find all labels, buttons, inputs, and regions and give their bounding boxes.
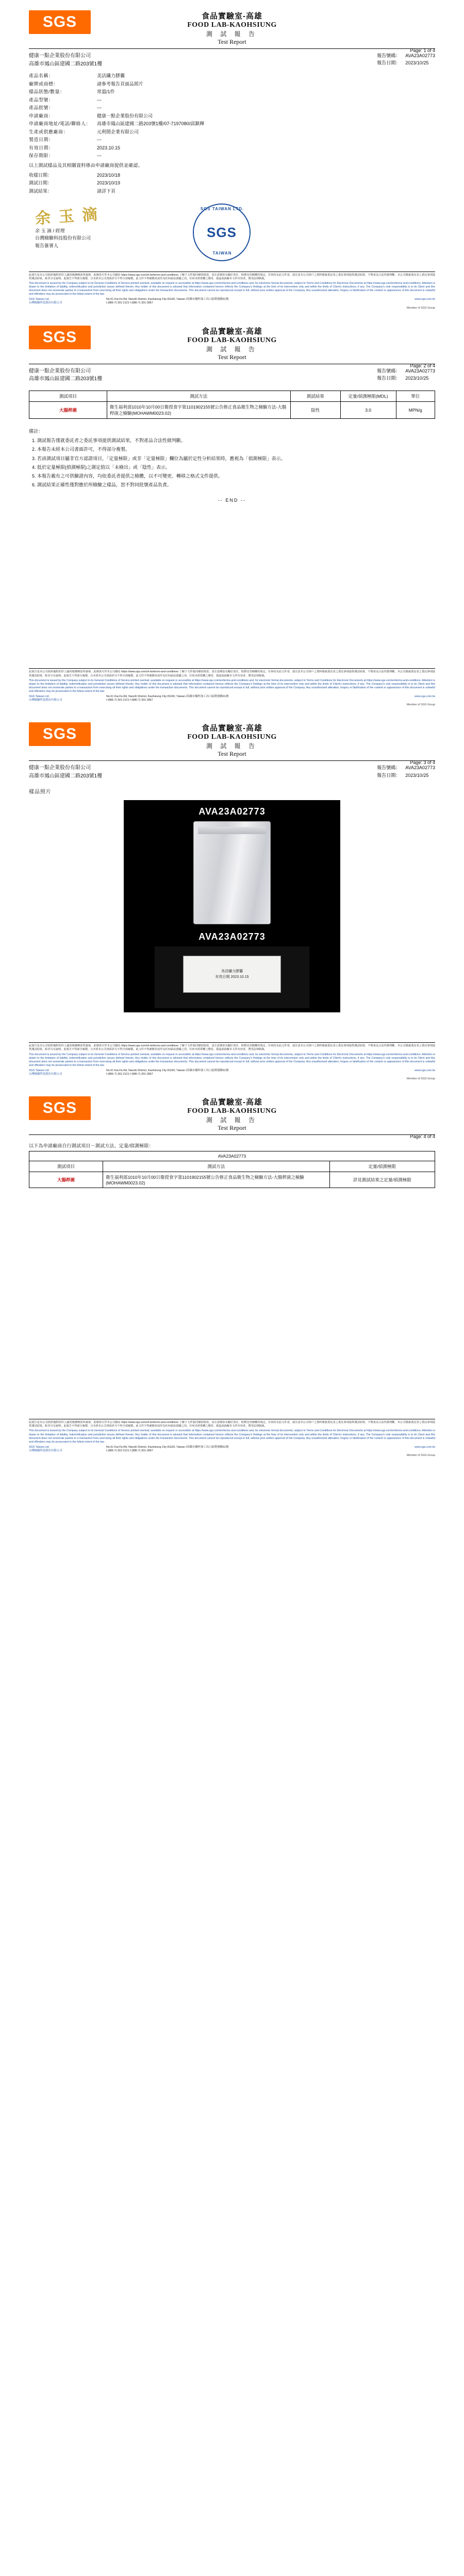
lab-name-en: FOOD LAB-KAOHSIUNG	[187, 733, 277, 741]
date-row	[29, 188, 120, 196]
cell-method: 衛生福利部1010年10月00日衛授食字第1101902155號公告修正食品微生物之檢驗方法-大腸桿菌之檢驗(MOHAWM0023.02)	[107, 401, 290, 418]
field-label: 產品型號：	[29, 97, 54, 103]
field-label: 保存期限：	[29, 153, 54, 158]
report-date-label: 報告日期：	[377, 60, 401, 66]
footer-member: Member of SGS Group	[406, 306, 435, 310]
footer-address-line2: t (886-7) 301-2121 f (886-7) 301-2867	[106, 301, 153, 305]
sample-photo-title: 樣品照片	[29, 789, 52, 795]
field-value: ---	[97, 105, 102, 110]
report-page-1	[0, 0, 464, 315]
table-row	[29, 1172, 435, 1188]
footer-member: Member of SGS Group	[406, 1454, 435, 1458]
page-number: Page: 3 of 4	[410, 760, 435, 766]
col-header-limit: 定量/偵測極限(MDL)	[340, 391, 396, 401]
lab-name-cn: 食品實驗室-高雄	[202, 1098, 262, 1107]
remark-item: 4. 低於定量極限(偵測極限)之測定值以「未檢出」或「陰性」表示。	[37, 463, 435, 471]
footer-address-lines	[106, 298, 389, 306]
footer-address-line2: t (886-7) 301-2121 f (886-7) 301-2867	[106, 698, 153, 702]
product-label	[183, 956, 281, 993]
p4-header-row	[29, 1161, 435, 1172]
field-label: 廠牌或商標：	[29, 81, 59, 87]
footer-cn-terms: 此報告是本公司依照後附的印上議用服務條款所簽發，此條款可至本公司網站 https://www.sgs.com/zh-tw/terms-and-conditions 了解子文件版同條款格款，並注意條款有關於責任、賠償及管轄權的規定。任何持有此文件者，請注意本公司客戶之資料僅就委託者之委託事項提供測試結果，不對產品合法性做判斷。本公司僅就委託者之委託事項提供測試結果，除非另有說明。此報告不得部分複製，且未經本公司書面許可不得全部複製。此文件不得被變更或作為任何訴訟證據之用。任何未經授權之變更、偽造或曲解本文件內容者，將受法律制裁。	[29, 1421, 435, 1428]
cell-method: 衛生福利部1010年10月00日衛授食字第1101902155號公告修正食品微生物之檢驗方法-大腸桿菌之檢驗(MOHAWM0023.02)	[103, 1172, 329, 1188]
date-label: 測試結果：	[29, 188, 53, 194]
field-label: 產品名稱：	[29, 73, 54, 78]
client-block	[29, 52, 102, 68]
report-title-cn: 測 試 報 告	[206, 345, 258, 353]
cell-result: 陰性	[290, 401, 340, 418]
self-test-table	[29, 1151, 435, 1188]
report-number-label: 報告號碼：	[377, 765, 401, 771]
client-name: 健康一點企業股份有限公司	[29, 53, 91, 59]
lab-name-en: FOOD LAB-KAOHSIUNG	[187, 21, 277, 29]
client-name: 健康一點企業股份有限公司	[29, 368, 91, 374]
photo-caption-bottom: AVA23A02773	[128, 929, 336, 946]
date-row	[29, 179, 120, 188]
footer-address-line1: No.61 Kai-Fa Rd, Nanzih District, Kaohsiung City 81160, Taiwan /高雄市楠梓加工出口區開發路61號	[106, 298, 229, 301]
col-header-item: 測試項目	[29, 391, 107, 401]
footer-address-line2: t (886-7) 301-2121 f (886-7) 301-2867	[106, 1072, 153, 1076]
footer-company-en: SGS Taiwan Ltd.	[29, 694, 50, 698]
date-value: 請詳下頁	[97, 188, 116, 194]
client-block	[29, 764, 102, 780]
remarks-title: 備註：	[29, 428, 43, 434]
field-row	[29, 88, 435, 96]
footer-company-en: SGS Taiwan Ltd.	[29, 298, 50, 301]
field-value: 元利閎企業有限公司	[97, 129, 139, 134]
lab-name-en: FOOD LAB-KAOHSIUNG	[187, 1107, 277, 1115]
page-footer	[29, 1419, 435, 1458]
lab-name-en: FOOD LAB-KAOHSIUNG	[187, 336, 277, 344]
col-header-method: 測試方法	[103, 1161, 329, 1172]
client-and-meta	[29, 367, 435, 383]
page-header	[29, 325, 435, 368]
cell-item: 大腸桿菌	[29, 401, 107, 418]
field-row	[29, 80, 435, 89]
report-meta	[372, 367, 435, 382]
report-number-value: AVA23A02773	[405, 53, 435, 58]
footer-address-line2: t (886-7) 301-2121 f (886-7) 301-2867	[106, 1449, 153, 1452]
lab-name-cn: 食品實驗室-高雄	[202, 12, 262, 21]
footer-website[interactable]: www.sgs.com.tw	[415, 298, 435, 301]
footer-cn-terms: 此報告是本公司依照後附的印上議用服務條款所簽發，此條款可至本公司網站 https://www.sgs.com/zh-tw/terms-and-conditions 了解子文件版同條款格款，並注意條款有關於責任、賠償及管轄權的規定。任何持有此文件者，請注意本公司客戶之資料僅就委託者之委託事項提供測試結果，不對產品合法性做判斷。本公司僅就委託者之委託事項提供測試結果，除非另有說明。此報告不得部分複製，且未經本公司書面許可不得全部複製。此文件不得被變更或作為任何訴訟證據之用。任何未經授權之變更、偽造或曲解本文件內容者，將受法律制裁。	[29, 670, 435, 677]
date-label: 收樣日期：	[29, 172, 53, 178]
product-label-line2: 有效日期 2023.10.15	[215, 975, 249, 979]
signature-handwriting: 余 玉 滴	[35, 206, 101, 228]
page-header	[29, 721, 435, 766]
field-row	[29, 128, 435, 137]
report-date-value: 2023/10/25	[405, 60, 429, 66]
field-value: 美活纖力膠囊	[97, 73, 125, 78]
col-header-limit: 定量/偵測極限	[329, 1161, 435, 1172]
footer-address-line1: No.61 Kai-Fa Rd, Nanzih District, Kaohsiung City 81160, Taiwan /高雄市楠梓加工出口區開發路61號	[106, 1069, 229, 1072]
footer-address-line1: No.61 Kai-Fa Rd, Nanzih District, Kaohsiung City 81160, Taiwan /高雄市楠梓加工出口區開發路61號	[106, 1445, 229, 1449]
col-header-unit: 單位	[396, 391, 435, 401]
footer-en-terms: This document is issued by the Company subject to its General Conditions of Service printed overleaf, available on request or accessible at https://www.sgs.com/en/terms-and-conditions and, for electronic format documents, subject to Terms and Conditions for Electronic Documents at https://www.sgs.com/en/terms-and-conditions. Attention is drawn to the limitation of liability, indemnification and jurisdiction issues defined therein. Any holder of this document is advised that information contained hereon reflects the Company's findings at the time of its intervention only and within the limits of Client's instructions, if any. The Company's sole responsibility is to its Client and this document does not exonerate parties to a transaction from exercising all their rights and obligations under the transaction documents. This document cannot be reproduced except in full, without prior written approval of the Company. Any unauthorized alteration, forgery or falsification of the content or appearance of this document is unlawful and offenders may be prosecuted to the fullest extent of the law.	[29, 282, 435, 296]
report-number-label: 報告號碼：	[377, 368, 401, 374]
report-date-label: 報告日期：	[377, 772, 401, 778]
field-row	[29, 136, 435, 144]
sample-label-image	[155, 946, 309, 1008]
sample-note: 以上測試樣品及其相關資料係由申請廠商提供並確認。	[29, 162, 143, 168]
sample-fields-table	[29, 72, 435, 160]
end-marker: -- END --	[218, 498, 246, 503]
cell-unit: MPN/g	[396, 401, 435, 418]
report-page-2	[0, 315, 464, 712]
page-footer	[29, 1042, 435, 1081]
sample-id-cell: AVA23A02773	[29, 1151, 435, 1161]
field-label: 申請廠商地址/電話/聯絡人：	[29, 121, 91, 126]
report-title-en: Test Report	[218, 750, 246, 758]
footer-company-en: SGS Taiwan Ltd.	[29, 1069, 50, 1072]
footer-member: Member of SGS Group	[406, 1077, 435, 1081]
footer-address	[29, 695, 435, 703]
field-label: 樣品狀態/數量：	[29, 89, 65, 94]
remark-item: 5. 本報告載有之可供驗證內容，均依委託者提供之檢體，以不可變更、轉移之格式文件提供。	[37, 472, 435, 480]
results-header-row	[29, 391, 435, 401]
remark-item: 6. 測試結果正確性僅對應於所檢驗之樣品，恕不對同批號產品負責。	[37, 481, 435, 489]
field-value: ---	[97, 153, 102, 158]
lab-name-cn: 食品實驗室-高雄	[202, 327, 262, 336]
remark-item: 1. 測試報告僅就委託者之委託事項提供測試結果，不對產品合法性做判斷。	[37, 436, 435, 445]
remarks-section	[29, 427, 435, 505]
page-footer	[29, 668, 435, 707]
footer-address-line1: No.61 Kai-Fa Rd, Nanzih District, Kaohsiung City 81160, Taiwan /高雄市楠梓加工出口區開發路61號	[106, 694, 229, 698]
report-title-en: Test Report	[218, 1124, 246, 1132]
field-value: 健康一點企業股份有限公司	[97, 113, 153, 118]
client-and-meta	[29, 52, 435, 68]
cell-item: 大腸桿菌	[29, 1172, 103, 1188]
stamp-bottom-text: TAIWAN	[212, 251, 232, 256]
report-title-cn: 測 試 報 告	[206, 742, 258, 750]
dates-table	[29, 172, 120, 196]
report-date-value: 2023/10/25	[405, 376, 429, 381]
client-name: 健康一點企業股份有限公司	[29, 765, 91, 771]
field-label: 製造日期：	[29, 137, 54, 142]
client-address: 高雄市鳳山區建國二路203號1樓	[29, 773, 103, 779]
footer-cn-terms: 此報告是本公司依照後附的印上議用服務條款所簽發，此條款可至本公司網站 https://www.sgs.com/zh-tw/terms-and-conditions 了解子文件版同條款格款，並注意條款有關於責任、賠償及管轄權的規定。任何持有此文件者，請注意本公司客戶之資料僅就委託者之委託事項提供測試結果，不對產品合法性做判斷。本公司僅就委託者之委託事項提供測試結果，除非另有說明。此報告不得部分複製，且未經本公司書面許可不得全部複製。此文件不得被變更或作為任何訴訟證據之用。任何未經授權之變更、偽造或曲解本文件內容者，將受法律制裁。	[29, 274, 435, 281]
sgs-stamp	[184, 200, 261, 256]
field-label: 生產或供應廠商：	[29, 129, 69, 134]
report-title-cn: 測 試 報 告	[206, 1116, 258, 1124]
footer-company	[29, 1446, 106, 1453]
client-address: 高雄市鳳山區建國二路203號1樓	[29, 376, 103, 382]
table-row	[29, 401, 435, 418]
footer-website[interactable]: www.sgs.com.tw	[415, 1445, 435, 1449]
sgs-logo: SGS	[29, 10, 91, 34]
footer-website[interactable]: www.sgs.com.tw	[415, 1069, 435, 1072]
field-row	[29, 112, 435, 121]
report-page-4	[0, 1086, 464, 1463]
field-value: 高雄市鳳山區建國二路203號1樓/07-7197080/邱鎮輝	[97, 121, 205, 126]
footer-address	[29, 298, 435, 306]
footer-address-lines	[106, 695, 389, 703]
field-row	[29, 152, 435, 160]
field-value: 常溫/1件	[97, 89, 115, 94]
cell-limit: 3.0	[340, 401, 396, 418]
date-value: 2023/10/18	[97, 172, 121, 178]
field-value: 2023.10.15	[97, 145, 121, 150]
date-row	[29, 172, 120, 180]
remark-item: 2. 本報告未經本公司書面許可，不得部分複製。	[37, 445, 435, 453]
stamp-circle-text: SGS	[193, 204, 251, 261]
client-address: 高雄市鳳山區建國二路203號1樓	[29, 61, 103, 67]
footer-company-cn: 台灣檢驗科技股份有限公司	[29, 698, 62, 702]
remark-item: 3. 若該測試項目屬非官方認證項目，「定量極限」或非「定量極限」欄位為屬於定性分析結果時，應視為「偵測極限」表示。	[37, 454, 435, 463]
date-value: 2023/10/19	[97, 180, 121, 185]
page-header	[29, 9, 435, 53]
col-header-method: 測試方法	[107, 391, 290, 401]
report-number-value: AVA23A02773	[405, 368, 435, 374]
col-header-result: 測試結果	[290, 391, 340, 401]
sample-photo-block	[124, 800, 340, 1012]
signature-details	[35, 227, 91, 249]
footer-address	[29, 1446, 435, 1453]
p4-id-row	[29, 1151, 435, 1161]
report-title-en: Test Report	[218, 38, 246, 45]
field-label: 產品批號：	[29, 105, 54, 110]
footer-company-cn: 台灣檢驗科技股份有限公司	[29, 1449, 62, 1452]
footer-cn-terms: 此報告是本公司依照後附的印上議用服務條款所簽發，此條款可至本公司網站 https://www.sgs.com/zh-tw/terms-and-conditions 了解子文件版同條款格款，並注意條款有關於責任、賠償及管轄權的規定。任何持有此文件者，請注意本公司客戶之資料僅就委託者之委託事項提供測試結果，不對產品合法性做判斷。本公司僅就委託者之委託事項提供測試結果，除非另有說明。此報告不得部分複製，且未經本公司書面許可不得全部複製。此文件不得被變更或作為任何訴訟證據之用。任何未經授權之變更、偽造或曲解本文件內容者，將受法律制裁。	[29, 1044, 435, 1052]
field-value: 請參考報告頁面品照片	[97, 81, 144, 87]
col-header-item: 測試項目	[29, 1161, 103, 1172]
test-results-table	[29, 391, 435, 419]
report-page-3	[0, 712, 464, 1086]
cell-limit: 詳見測試結果之定量/偵測極限	[329, 1172, 435, 1188]
field-row	[29, 104, 435, 112]
sgs-logo: SGS	[29, 722, 91, 746]
report-title-en: Test Report	[218, 353, 246, 361]
photo-caption-top: AVA23A02773	[128, 804, 336, 821]
company-name: 台灣檢驗科技股份有限公司	[35, 235, 91, 241]
client-and-meta	[29, 764, 435, 780]
footer-address	[29, 1069, 435, 1077]
field-value: ---	[97, 97, 102, 103]
report-title-cn: 測 試 報 告	[206, 30, 258, 38]
page-number: Page: 2 of 4	[410, 363, 435, 368]
signer-title: 余 玉 滴 / 經理	[35, 228, 65, 233]
page-footer	[29, 272, 435, 310]
page-number: Page: 4 of 4	[410, 1134, 435, 1140]
footer-en-terms: This document is issued by the Company subject to its General Conditions of Service printed overleaf, available on request or accessible at https://www.sgs.com/en/terms-and-conditions and, for electronic format documents, subject to Terms and Conditions for Electronic Documents at https://www.sgs.com/en/terms-and-conditions. Attention is drawn to the limitation of liability, indemnification and jurisdiction issues defined therein. Any holder of this document is advised that information contained hereon reflects the Company's findings at the time of its intervention only and within the limits of Client's instructions, if any. The Company's sole responsibility is to its Client and this document does not exonerate parties to a transaction from exercising all their rights and obligations under the transaction documents. This document cannot be reproduced except in full, without prior written approval of the Company. Any unauthorized alteration, forgery or falsification of the content or appearance of this document is unlawful and offenders may be prosecuted to the fullest extent of the law.	[29, 1429, 435, 1444]
footer-company-en: SGS Taiwan Ltd.	[29, 1445, 50, 1449]
field-row	[29, 72, 435, 80]
self-test-note: 以下為申請廠商自行測試項目－測試方法、定量/偵測極限：	[29, 1143, 154, 1149]
footer-company	[29, 1069, 106, 1077]
client-block	[29, 367, 102, 383]
lab-name-cn: 食品實驗室-高雄	[202, 724, 262, 733]
sgs-logo: SGS	[29, 326, 91, 349]
field-label: 申請廠商：	[29, 113, 54, 118]
sgs-logo: SGS	[29, 1096, 91, 1120]
footer-address-lines	[106, 1069, 389, 1077]
report-number-value: AVA23A02773	[405, 765, 435, 771]
footer-address-lines	[106, 1446, 389, 1453]
report-meta	[372, 52, 435, 67]
page-header	[29, 1095, 435, 1140]
footer-en-terms: This document is issued by the Company subject to its General Conditions of Service printed overleaf, available on request or accessible at https://www.sgs.com/en/terms-and-conditions and, for electronic format documents, subject to Terms and Conditions for Electronic Documents at https://www.sgs.com/en/terms-and-conditions. Attention is drawn to the limitation of liability, indemnification and jurisdiction issues defined therein. Any holder of this document is advised that information contained hereon reflects the Company's findings at the time of its intervention only and within the limits of Client's instructions, if any. The Company's sole responsibility is to its Client and this document does not exonerate parties to a transaction from exercising all their rights and obligations under the transaction documents. This document cannot be reproduced except in full, without prior written approval of the Company. Any unauthorized alteration, forgery or falsification of the content or appearance of this document is unlawful and offenders may be prosecuted to the fullest extent of the law.	[29, 1053, 435, 1067]
product-label-line1: 美活纖力膠囊	[221, 970, 243, 974]
footer-company-cn: 台灣檢驗科技股份有限公司	[29, 301, 62, 305]
footer-company	[29, 695, 106, 703]
field-row	[29, 120, 435, 128]
date-label: 測試日期：	[29, 180, 53, 185]
footer-website[interactable]: www.sgs.com.tw	[415, 694, 435, 698]
sample-pouch-image	[193, 821, 271, 924]
field-label: 有效日期：	[29, 145, 54, 150]
footer-company	[29, 298, 106, 306]
report-date-value: 2023/10/25	[405, 772, 429, 778]
field-row	[29, 96, 435, 105]
footer-member: Member of SGS Group	[406, 703, 435, 707]
stamp-top-text: SGS TAIWAN LTD.	[200, 207, 244, 211]
footer-en-terms: This document is issued by the Company subject to its General Conditions of Service printed overleaf, available on request or accessible at https://www.sgs.com/en/terms-and-conditions and, for electronic format documents, subject to Terms and Conditions for Electronic Documents at https://www.sgs.com/en/terms-and-conditions. Attention is drawn to the limitation of liability, indemnification and jurisdiction issues defined therein. Any holder of this document is advised that information contained hereon reflects the Company's findings at the time of its intervention only and within the limits of Client's instructions, if any. The Company's sole responsibility is to its Client and this document does not exonerate parties to a transaction from exercising all their rights and obligations under the transaction documents. This document cannot be reproduced except in full, without prior written approval of the Company. Any unauthorized alteration, forgery or falsification of the content or appearance of this document is unlawful and offenders may be prosecuted to the fullest extent of the law.	[29, 679, 435, 693]
report-date-label: 報告日期：	[377, 376, 401, 381]
report-number-label: 報告號碼：	[377, 53, 401, 58]
report-meta	[372, 764, 435, 779]
field-value: ---	[97, 137, 102, 142]
footer-company-cn: 台灣檢驗科技股份有限公司	[29, 1072, 62, 1076]
signer-role: 報告簽署人	[35, 243, 59, 248]
field-row	[29, 144, 435, 152]
page-number: Page: 1 of 4	[410, 48, 435, 53]
signature-area	[29, 200, 435, 262]
